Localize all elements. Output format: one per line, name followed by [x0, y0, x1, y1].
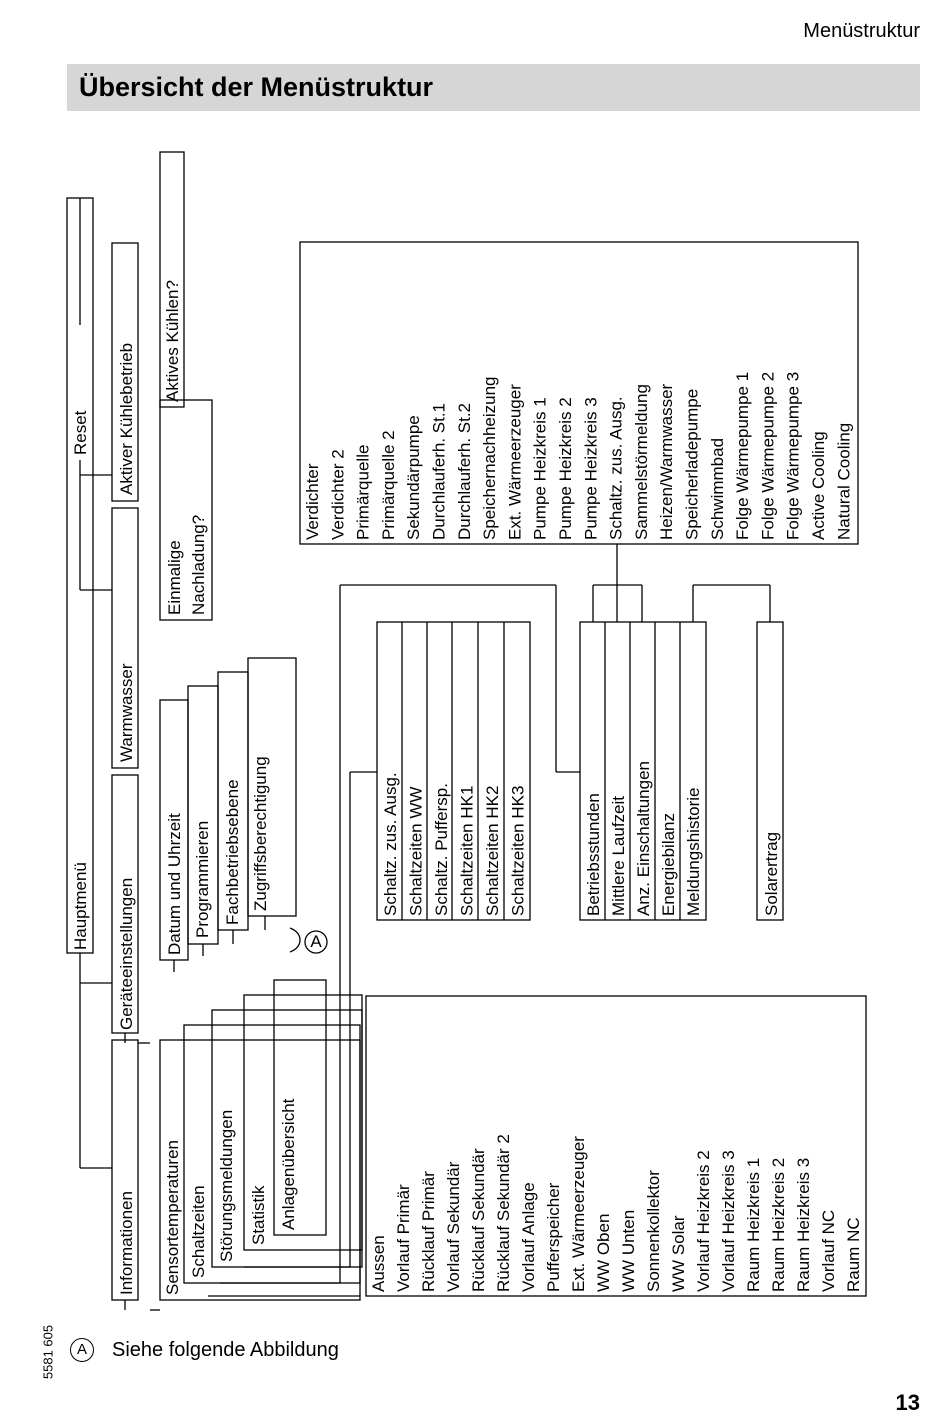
- sensor-item-0: Aussen: [369, 1235, 388, 1292]
- component-item-10: Pumpe Heizkreis 2: [556, 397, 575, 540]
- sensor-item-4: Rücklauf Sekundär: [469, 1148, 488, 1292]
- sensor-item-7: Pufferspeicher: [544, 1182, 563, 1292]
- component-item-18: Folge Wärmepumpe 2: [758, 371, 778, 540]
- device-item-1: Programmieren: [193, 820, 212, 938]
- sensor-item-1: Vorlauf Primär: [394, 1184, 413, 1292]
- sensor-item-5: Rücklauf Sekundär 2: [494, 1134, 513, 1292]
- sensor-item-6: Vorlauf Anlage: [519, 1182, 538, 1292]
- solar-item-0: Solarertrag: [762, 831, 781, 916]
- footnote-text: Siehe folgende Abbildung: [112, 1338, 339, 1361]
- footnote: [70, 1338, 339, 1362]
- component-item-7: Speichernachheizung: [480, 376, 500, 540]
- info-item-4: Anlagenübersicht: [279, 1098, 298, 1230]
- component-item-2: Primärquelle: [353, 444, 373, 540]
- schedule-item-3: Schaltzeiten HK1: [457, 785, 477, 916]
- sensor-item-18: Vorlauf NC: [819, 1209, 838, 1292]
- component-item-12: Schaltz. zus. Ausg.: [606, 396, 626, 540]
- stats-list: [584, 761, 703, 916]
- sensor-item-9: WW Oben: [594, 1213, 613, 1292]
- schedule-item-2: Schaltz. Puffersp.: [432, 783, 451, 916]
- stats-item-4: Meldungshistorie: [684, 787, 703, 916]
- info-item-1: Schaltzeiten: [189, 1185, 208, 1278]
- component-item-14: Heizen/Warmwasser: [657, 383, 677, 540]
- component-item-9: Pumpe Heizkreis 1: [530, 397, 550, 540]
- component-item-19: Folge Wärmepumpe 3: [783, 371, 803, 540]
- schedule-item-1: Schaltzeiten WW: [406, 786, 426, 916]
- l1-label-3: Aktiver Kühlebetrieb: [117, 342, 136, 495]
- component-item-20: Active Cooling: [809, 431, 828, 540]
- sensor-item-10: WW Unten: [619, 1209, 638, 1292]
- stats-item-1: Mittlere Laufzeit: [609, 796, 628, 916]
- sensor-item-19: Raum NC: [844, 1217, 863, 1292]
- sensor-item-12: WW Solar: [669, 1215, 688, 1292]
- schedule-item-0: Schaltz. zus. Ausg.: [381, 772, 400, 916]
- stats-item-0: Betriebsstunden: [584, 793, 603, 916]
- ww-item-1: Nachladung?: [189, 514, 208, 615]
- component-item-3: Primärquelle 2: [378, 430, 398, 540]
- device-item-3: Zugriffsberechtigung: [251, 756, 270, 911]
- sensor-item-17: Raum Heizkreis 3: [794, 1157, 813, 1292]
- schedule-list: [381, 772, 528, 916]
- sensor-item-15: Raum Heizkreis 1: [744, 1157, 763, 1292]
- component-item-8: Ext. Wärmeerzeuger: [505, 384, 525, 540]
- l1-label-4: Reset: [71, 410, 90, 455]
- sensor-item-16: Raum Heizkreis 2: [769, 1157, 788, 1292]
- component-item-1: Verdichter 2: [328, 449, 348, 540]
- schedule-item-4: Schaltzeiten HK2: [483, 785, 502, 916]
- sensor-item-3: Vorlauf Sekundär: [444, 1161, 463, 1292]
- component-item-16: Schwimmbad: [707, 437, 727, 540]
- component-item-13: Sammelstörmeldung: [631, 384, 651, 540]
- root-label: Hauptmenü: [71, 862, 90, 950]
- sensor-item-8: Ext. Wärmeerzeuger: [569, 1136, 588, 1292]
- component-item-21: Natural Cooling: [834, 422, 854, 540]
- ww-item-0: Einmalige: [165, 540, 184, 615]
- marker-a-label: A: [310, 932, 322, 951]
- sensor-item-13: Vorlauf Heizkreis 2: [694, 1150, 713, 1292]
- component-list: [303, 372, 853, 540]
- sensor-item-14: Vorlauf Heizkreis 3: [719, 1150, 738, 1292]
- stats-item-3: Energiebilanz: [659, 812, 678, 916]
- sensor-item-2: Rücklauf Primär: [419, 1171, 438, 1292]
- page-number: 13: [895, 1390, 920, 1415]
- sensor-list: [369, 1134, 863, 1292]
- l1-label-0: Informationen: [117, 1191, 136, 1295]
- section-header: Menüstruktur: [803, 20, 920, 42]
- component-item-4: Sekundärpumpe: [404, 415, 424, 540]
- device-item-0: Datum und Uhrzeit: [165, 813, 184, 955]
- component-item-15: Speicherladepumpe: [682, 388, 702, 540]
- info-item-2: Störungsmeldungen: [217, 1109, 236, 1262]
- component-item-6: Durchlauferh. St.2: [454, 402, 474, 540]
- component-item-0: Verdichter: [303, 463, 322, 540]
- component-item-11: Pumpe Heizkreis 3: [581, 397, 601, 540]
- l1-label-1: Geräteeinstellungen: [117, 877, 136, 1030]
- footnote-marker: A: [70, 1338, 94, 1362]
- schedule-item-5: Schaltzeiten HK3: [508, 785, 528, 916]
- info-item-3: Statistik: [249, 1185, 268, 1245]
- device-item-2: Fachbetriebsebene: [223, 779, 242, 925]
- page-title: Übersicht der Menüstruktur: [79, 72, 434, 102]
- component-item-17: Folge Wärmepumpe 1: [733, 371, 753, 540]
- sensor-item-11: Sonnenkollektor: [644, 1170, 663, 1292]
- component-item-5: Durchlauferh. St.1: [429, 402, 449, 540]
- solar-list: [762, 832, 781, 916]
- l1-label-2: Warmwasser: [117, 663, 136, 762]
- info-item-0: Sensortemperaturen: [163, 1140, 182, 1295]
- doc-number: 5581 605: [40, 1324, 56, 1380]
- stats-item-2: Anz. Einschaltungen: [634, 761, 653, 916]
- cool-item-0: Aktives Kühlen?: [163, 280, 182, 402]
